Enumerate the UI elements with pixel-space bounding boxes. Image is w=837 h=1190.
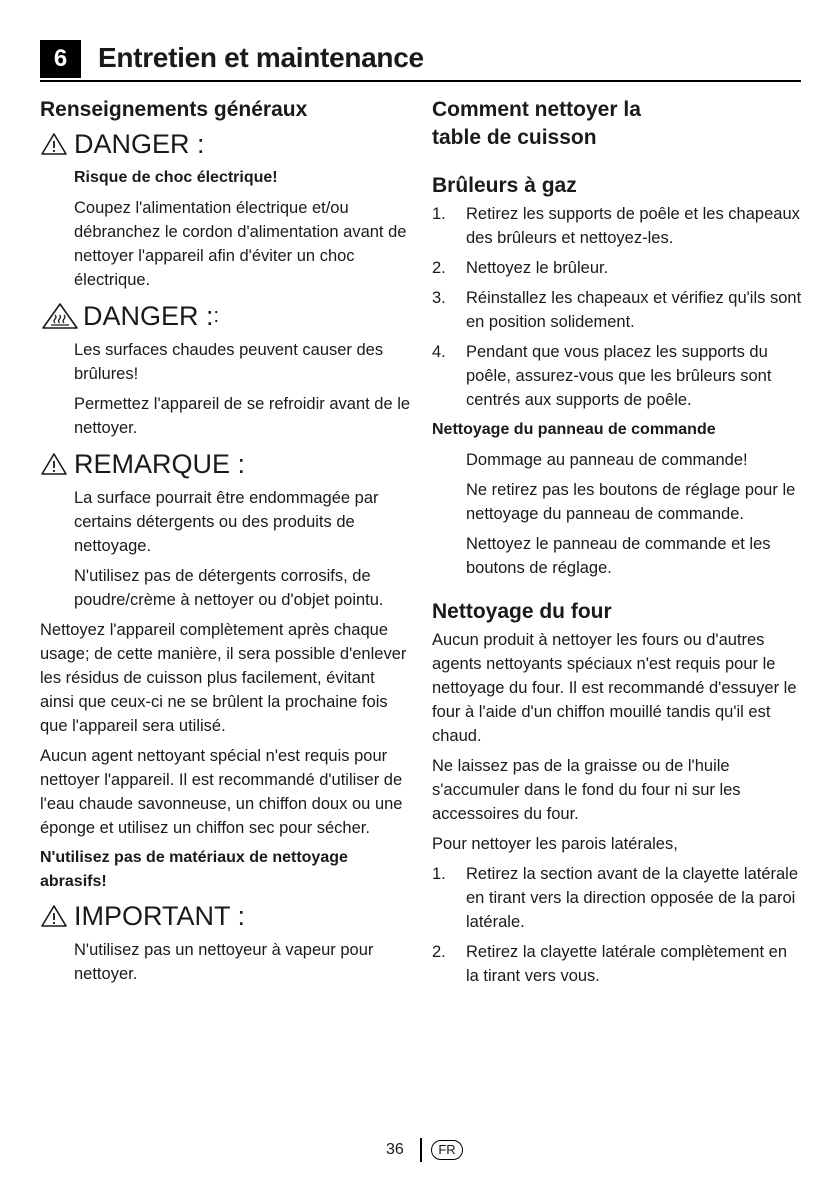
danger-label: DANGER : — [83, 301, 214, 331]
warning-triangle-icon — [40, 452, 68, 476]
important-heading — [40, 898, 412, 934]
panel-text: Ne retirez pas les boutons de réglage pour le nettoyage du panneau de commande. — [466, 481, 796, 523]
danger-label: DANGER : — [74, 129, 205, 159]
danger-electric-heading — [40, 126, 412, 162]
important-label: IMPORTANT : — [74, 901, 246, 931]
cleaning-paragraph: Aucun agent nettoyant spécial n'est requis pour nettoyer l'appareil. Il est recommandé d'utiliser de l'eau chaude savonneuse, un chiffon doux ou une éponge et utilisez un chiffon sec pour sécher. — [40, 747, 403, 837]
panel-text: Nettoyez le panneau de commande et les boutons de réglage. — [466, 535, 771, 577]
warning-triangle-icon — [40, 132, 68, 156]
list-item: 2. Retirez la clayette latérale complètement en la tirant vers vous. — [432, 943, 787, 985]
danger-hot-heading — [40, 298, 412, 334]
footer-divider — [420, 1138, 422, 1162]
oven-paragraph: Ne laissez pas de la graisse ou de l'huile s'accumuler dans le fond du four ni sur les accessoires du four. — [432, 757, 741, 823]
danger-text: Coupez l'alimentation électrique et/ou débranchez le cordon d'alimentation avant de nettoyer l'appareil afin d'éviter un choc électrique. — [74, 199, 407, 289]
chapter-title: Entretien et maintenance — [98, 42, 424, 73]
abrasive-warning: N'utilisez pas de matériaux de nettoyage abrasifs! — [40, 849, 348, 890]
oven-steps — [432, 862, 804, 988]
cool-down-text: Permettez l'appareil de se refroidir avant de le nettoyer. — [74, 395, 411, 437]
section-title-general: Renseignements généraux — [40, 98, 308, 121]
oven-paragraph: Pour nettoyer les parois latérales, — [432, 835, 678, 853]
page-footer — [0, 1138, 837, 1164]
list-item: 3. Réinstallez les chapeaux et vérifiez qu'ils sont en position solidement. — [432, 289, 802, 331]
remark-text: La surface pourrait être endommagée par certains détergents ou des produits de nettoyage. — [74, 489, 379, 555]
page-number: 36 — [386, 1141, 404, 1158]
chapter-number: 6 — [40, 40, 81, 78]
important-text: N'utilisez pas un nettoyeur à vapeur pour nettoyer. — [74, 941, 374, 983]
language-badge: FR — [431, 1140, 463, 1160]
warning-triangle-icon — [40, 904, 68, 928]
burners-title: Brûleurs à gaz — [432, 174, 577, 197]
burners-steps — [432, 202, 804, 412]
remark-heading — [40, 446, 412, 482]
section-title-cooktop: Comment nettoyer la table de cuisson — [432, 98, 641, 149]
list-item: 1. Retirez les supports de poêle et les chapeaux des brûleurs et nettoyez-les. — [432, 205, 800, 247]
remark-text: N'utilisez pas de détergents corrosifs, de poudre/crème à nettoyer ou d'objet pointu. — [74, 567, 384, 609]
cleaning-paragraph: Nettoyez l'appareil complètement après chaque usage; de cette manière, il sera possible d'enlever les résidus de cuisson plus facilement, évitant ainsi que ceux-ci ne se brûlent la prochaine fois que l'appareil sera utilisé. — [40, 621, 407, 735]
panel-text: Dommage au panneau de commande! — [466, 451, 748, 469]
chapter-header — [40, 40, 801, 82]
list-item: 2. Nettoyez le brûleur. — [432, 259, 609, 277]
list-item: 4. Pendant que vous placez les supports du poêle, assurez-vous que les brûleurs sont centrés aux supports de poêle. — [432, 343, 772, 409]
danger-label-suffix: : — [213, 305, 220, 327]
list-item: 1. Retirez la section avant de la clayette latérale en tirant vers la direction opposée de la paroi latérale. — [432, 865, 799, 931]
oven-title: Nettoyage du four — [432, 600, 612, 623]
hot-surface-text: Les surfaces chaudes peuvent causer des brûlures! — [74, 341, 384, 383]
right-column — [432, 96, 804, 994]
panel-title: Nettoyage du panneau de commande — [432, 421, 716, 438]
hot-surface-icon — [40, 302, 80, 330]
oven-paragraph: Aucun produit à nettoyer les fours ou d'autres agents nettoyants spéciaux n'est requis pour le nettoyage du four. Il est recommandé d'essuyer le four à l'aide d'un chiffon mouillé tandis qu'il est chaud. — [432, 631, 797, 745]
danger-subtitle: Risque de choc électrique! — [74, 169, 278, 186]
remark-label: REMARQUE : — [74, 449, 246, 479]
left-column — [40, 96, 412, 992]
